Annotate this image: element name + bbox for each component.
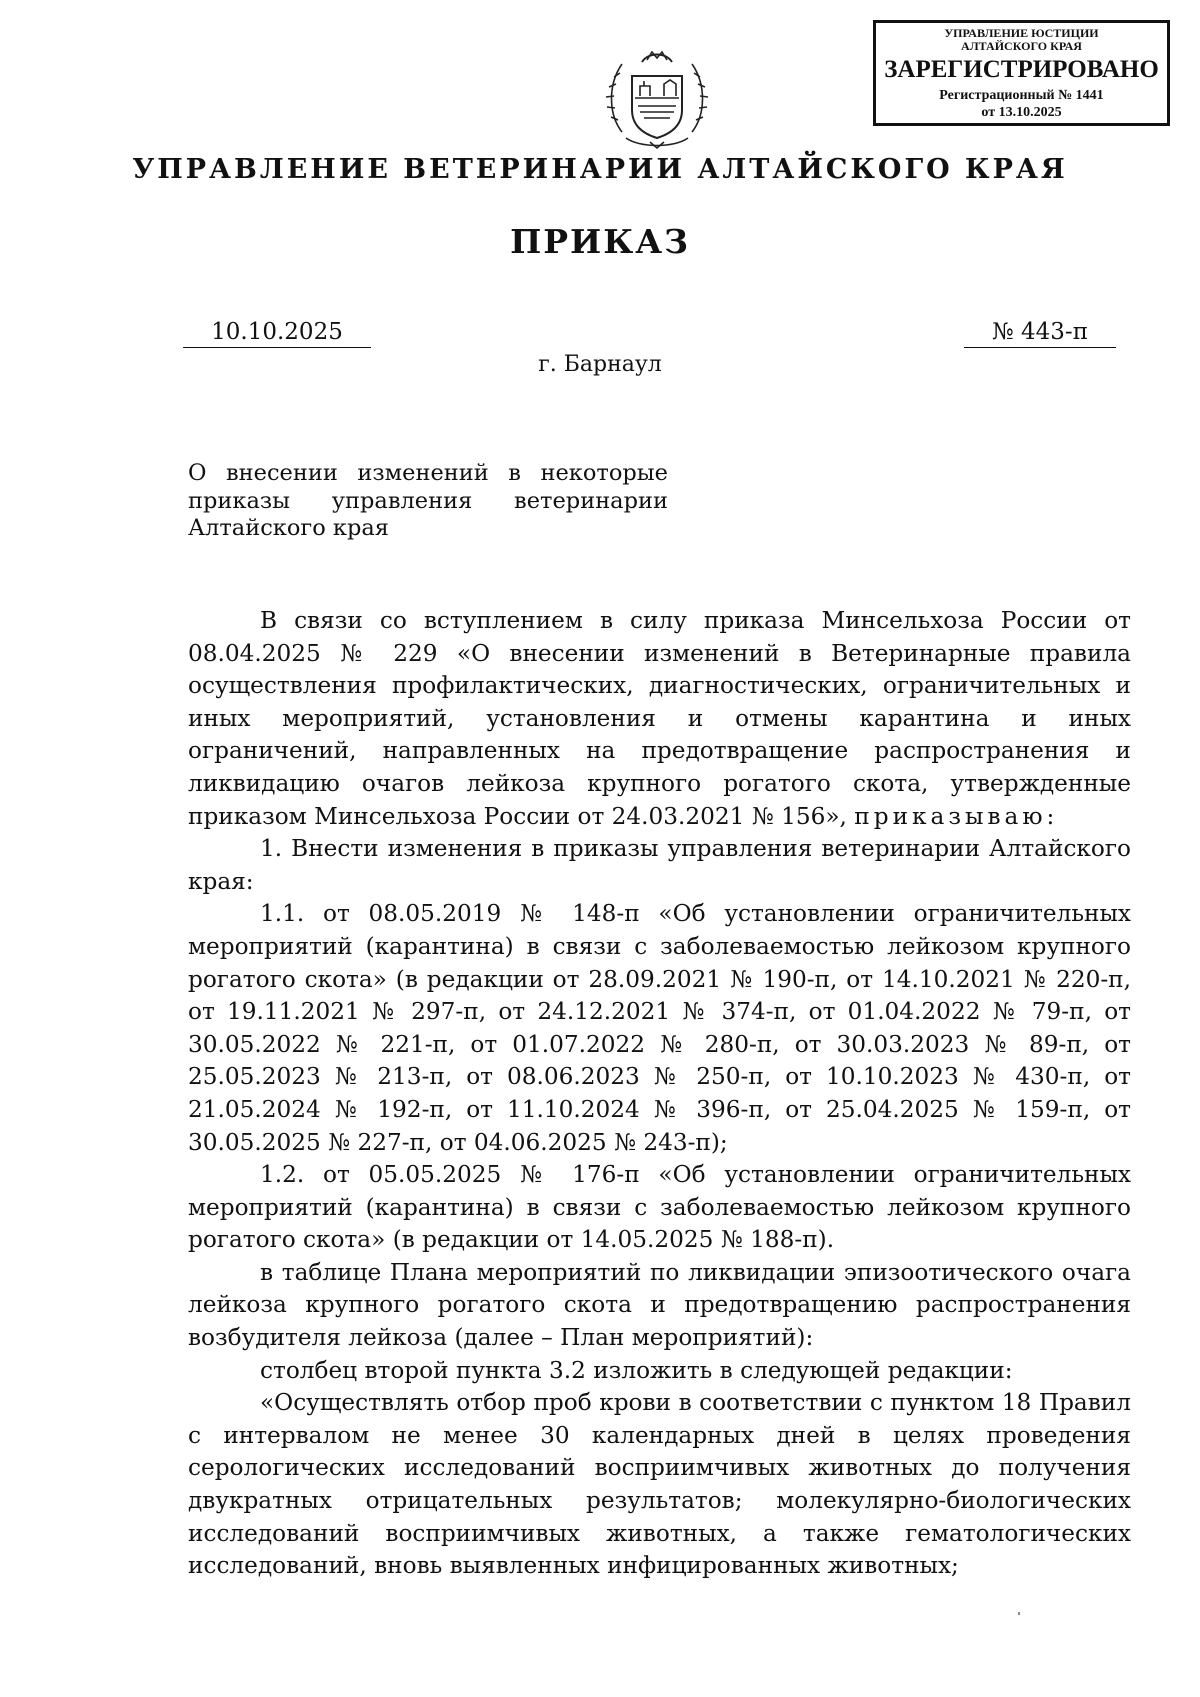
order-date: 10.10.2025 (183, 317, 371, 348)
clause-1-2: 1.2. от 05.05.2025 № 176-п «Об установлении ограничительных мероприятий (карантина) в связи с заболеваемостью лейкозом крупного рогатого скота» (в редакции от 14.05.2025 № 188-п). (188, 1161, 1131, 1254)
subject-line: Алтайского края (188, 515, 389, 541)
stamp-reg-number: Регистрационный № 1441 (939, 88, 1104, 103)
order-body (188, 605, 1131, 1583)
quoted-text: «Осуществлять отбор проб крови в соответствии с пунктом 18 Правил с интервалом не менее 30 календарных дней в целях проведения серологических исследований восприимчивых животных до получения двукратных отрицательных результатов; молекулярно-биологических исследований восприимчивых животных, а также гематологических исследований, вновь выявленных инфицированных животных; (188, 1389, 1131, 1580)
clause-1: 1. Внести изменения в приказы управления ветеринарии Алтайского края: (188, 835, 1131, 895)
preamble-text: В связи со вступлением в силу приказа Минсельхоза России от 08.04.2025 № 229 «О внесении изменений в Ветеринарные правила осуществления профилактических, диагностических, ограничительных и иных мероприятий, установления и отмены карантина и иных ограничений, направленных на предотвращение распространения и ликвидацию очагов лейкоза крупного рогатого скота, утвержденные приказом Минсельхоза России от 24.03.2021 № 156», (188, 607, 1131, 830)
stamp-authority-line2: АЛТАЙСКОГО КРАЯ (961, 39, 1082, 53)
organization-title: УПРАВЛЕНИЕ ВЕТЕРИНАРИИ АЛТАЙСКОГО КРАЯ (132, 154, 1068, 185)
order-city: г. Барнаул (538, 352, 662, 377)
column-instruction: столбец второй пункта 3.2 изложить в следующей редакции: (260, 1356, 1013, 1384)
preamble-paragraph (188, 605, 1131, 833)
subject-line: О внесении изменений в некоторые (188, 460, 668, 486)
action-word: приказываю: (854, 802, 1059, 830)
clause-1-1: 1.1. от 08.05.2019 № 148-п «Об установлении ограничительных мероприятий (карантина) в связи с заболеваемостью лейкозом крупного рогатого скота» (в редакции от 28.09.2021 № 190-п, от 14.10.2021 № 220-п, от 19.11.2021 № 297-п, от 24.12.2021 № 374-п, от 01.04.2022 № 79-п, от 30.05.2022 № 221-п, от 01.07.2022 № 280-п, от 30.03.2023 № 89-п, от 25.05.2023 № 213-п, от 08.06.2023 № 250-п, от 10.10.2023 № 430-п, от 21.05.2024 № 192-п, от 11.10.2024 № 396-п, от 25.04.2025 № 159-п, от 30.05.2025 № 227-п, от 04.06.2025 № 243-п); (188, 900, 1131, 1156)
subject-line: приказы управления ветеринарии (188, 487, 668, 514)
order-number: № 443-п (964, 317, 1116, 348)
scan-speck (1018, 1612, 1020, 1615)
order-subject (188, 460, 668, 543)
coat-of-arms-icon (600, 40, 714, 154)
plan-paragraph: в таблице Плана мероприятий по ликвидации эпизоотического очага лейкоза крупного рогатого скота и предотвращению распространения возбудителя лейкоза (далее – План мероприятий): (188, 1258, 1131, 1352)
registration-stamp (873, 20, 1170, 126)
document-type-title: ПРИКАЗ (510, 222, 690, 261)
stamp-authority-line1: УПРАВЛЕНИЕ ЮСТИЦИИ (944, 26, 1099, 40)
stamp-reg-date: от 13.10.2025 (981, 105, 1062, 120)
stamp-status: ЗАРЕГИСТРИРОВАНО (884, 56, 1159, 83)
